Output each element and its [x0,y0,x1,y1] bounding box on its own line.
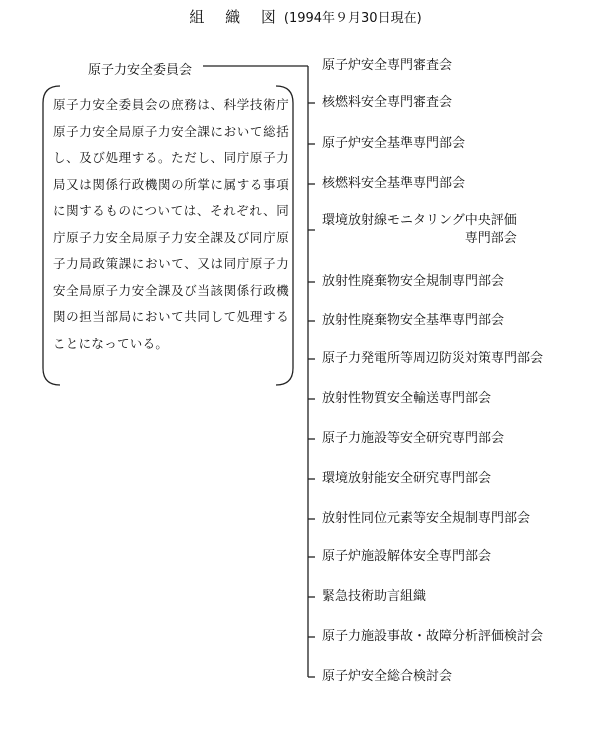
child-node-label: 放射性同位元素等安全規制専門部会 [322,511,531,526]
child-node [322,628,543,646]
child-node-label: 環境放射能安全研究専門部会 [322,471,492,486]
child-node-label: 原子力発電所等周辺防災対策専門部会 [322,351,544,366]
child-node-label-line2: 専門部会 [464,231,517,246]
child-node-label: 核燃料安全基準専門部会 [322,176,466,191]
child-node [322,588,426,606]
child-node [322,548,491,566]
child-node-label: 原子炉安全専門審査会 [322,58,453,73]
title-date: (1994年９月30日現在) [283,11,422,26]
note-text: 原子力安全委員会の庶務は、科学技術庁原子力安全局原子力安全課において総括し、及び処理する。ただし、同庁原子力局又は関係行政機関の所掌に属する事項に関するものについては、それぞれ、同庁原子力安全局原子力安全課及び同庁原子力局政策課において、又は同庁原子力安全局原子力安全課及び当該関係行政機関の担当部局において共同して処理することになっている。 [53,97,289,351]
child-node-label: 放射性廃棄物安全基準専門部会 [322,313,505,328]
child-node-label: 緊急技術助言組織 [322,589,427,604]
child-node [322,212,517,248]
parent-node: 原子力安全委員会 [88,63,193,78]
child-node [322,135,465,153]
child-node-label: 原子力施設等安全研究専門部会 [322,431,505,446]
child-node-label: 放射性廃棄物安全規制専門部会 [322,274,505,289]
child-node [322,470,491,488]
child-node [322,175,465,193]
child-node-label: 原子力施設事故・故障分析評価検討会 [322,629,544,644]
child-node [322,390,491,408]
child-node-label: 環境放射線モニタリング中央評価 [322,213,517,228]
child-node [322,57,452,75]
child-node [322,312,504,330]
child-node-label: 核燃料安全専門審査会 [322,95,453,110]
title-main: 組 織 図 [189,8,284,26]
child-node [322,273,504,291]
child-node [322,510,530,528]
child-node-label: 原子炉施設解体安全専門部会 [322,549,492,564]
child-node [322,350,543,368]
child-node-label: 放射性物質安全輸送専門部会 [322,391,492,406]
child-node [322,94,452,112]
child-node-label: 原子炉安全基準専門部会 [322,136,466,151]
child-node [322,668,452,686]
child-node [322,430,504,448]
child-node-label: 原子炉安全総合検討会 [322,669,453,684]
